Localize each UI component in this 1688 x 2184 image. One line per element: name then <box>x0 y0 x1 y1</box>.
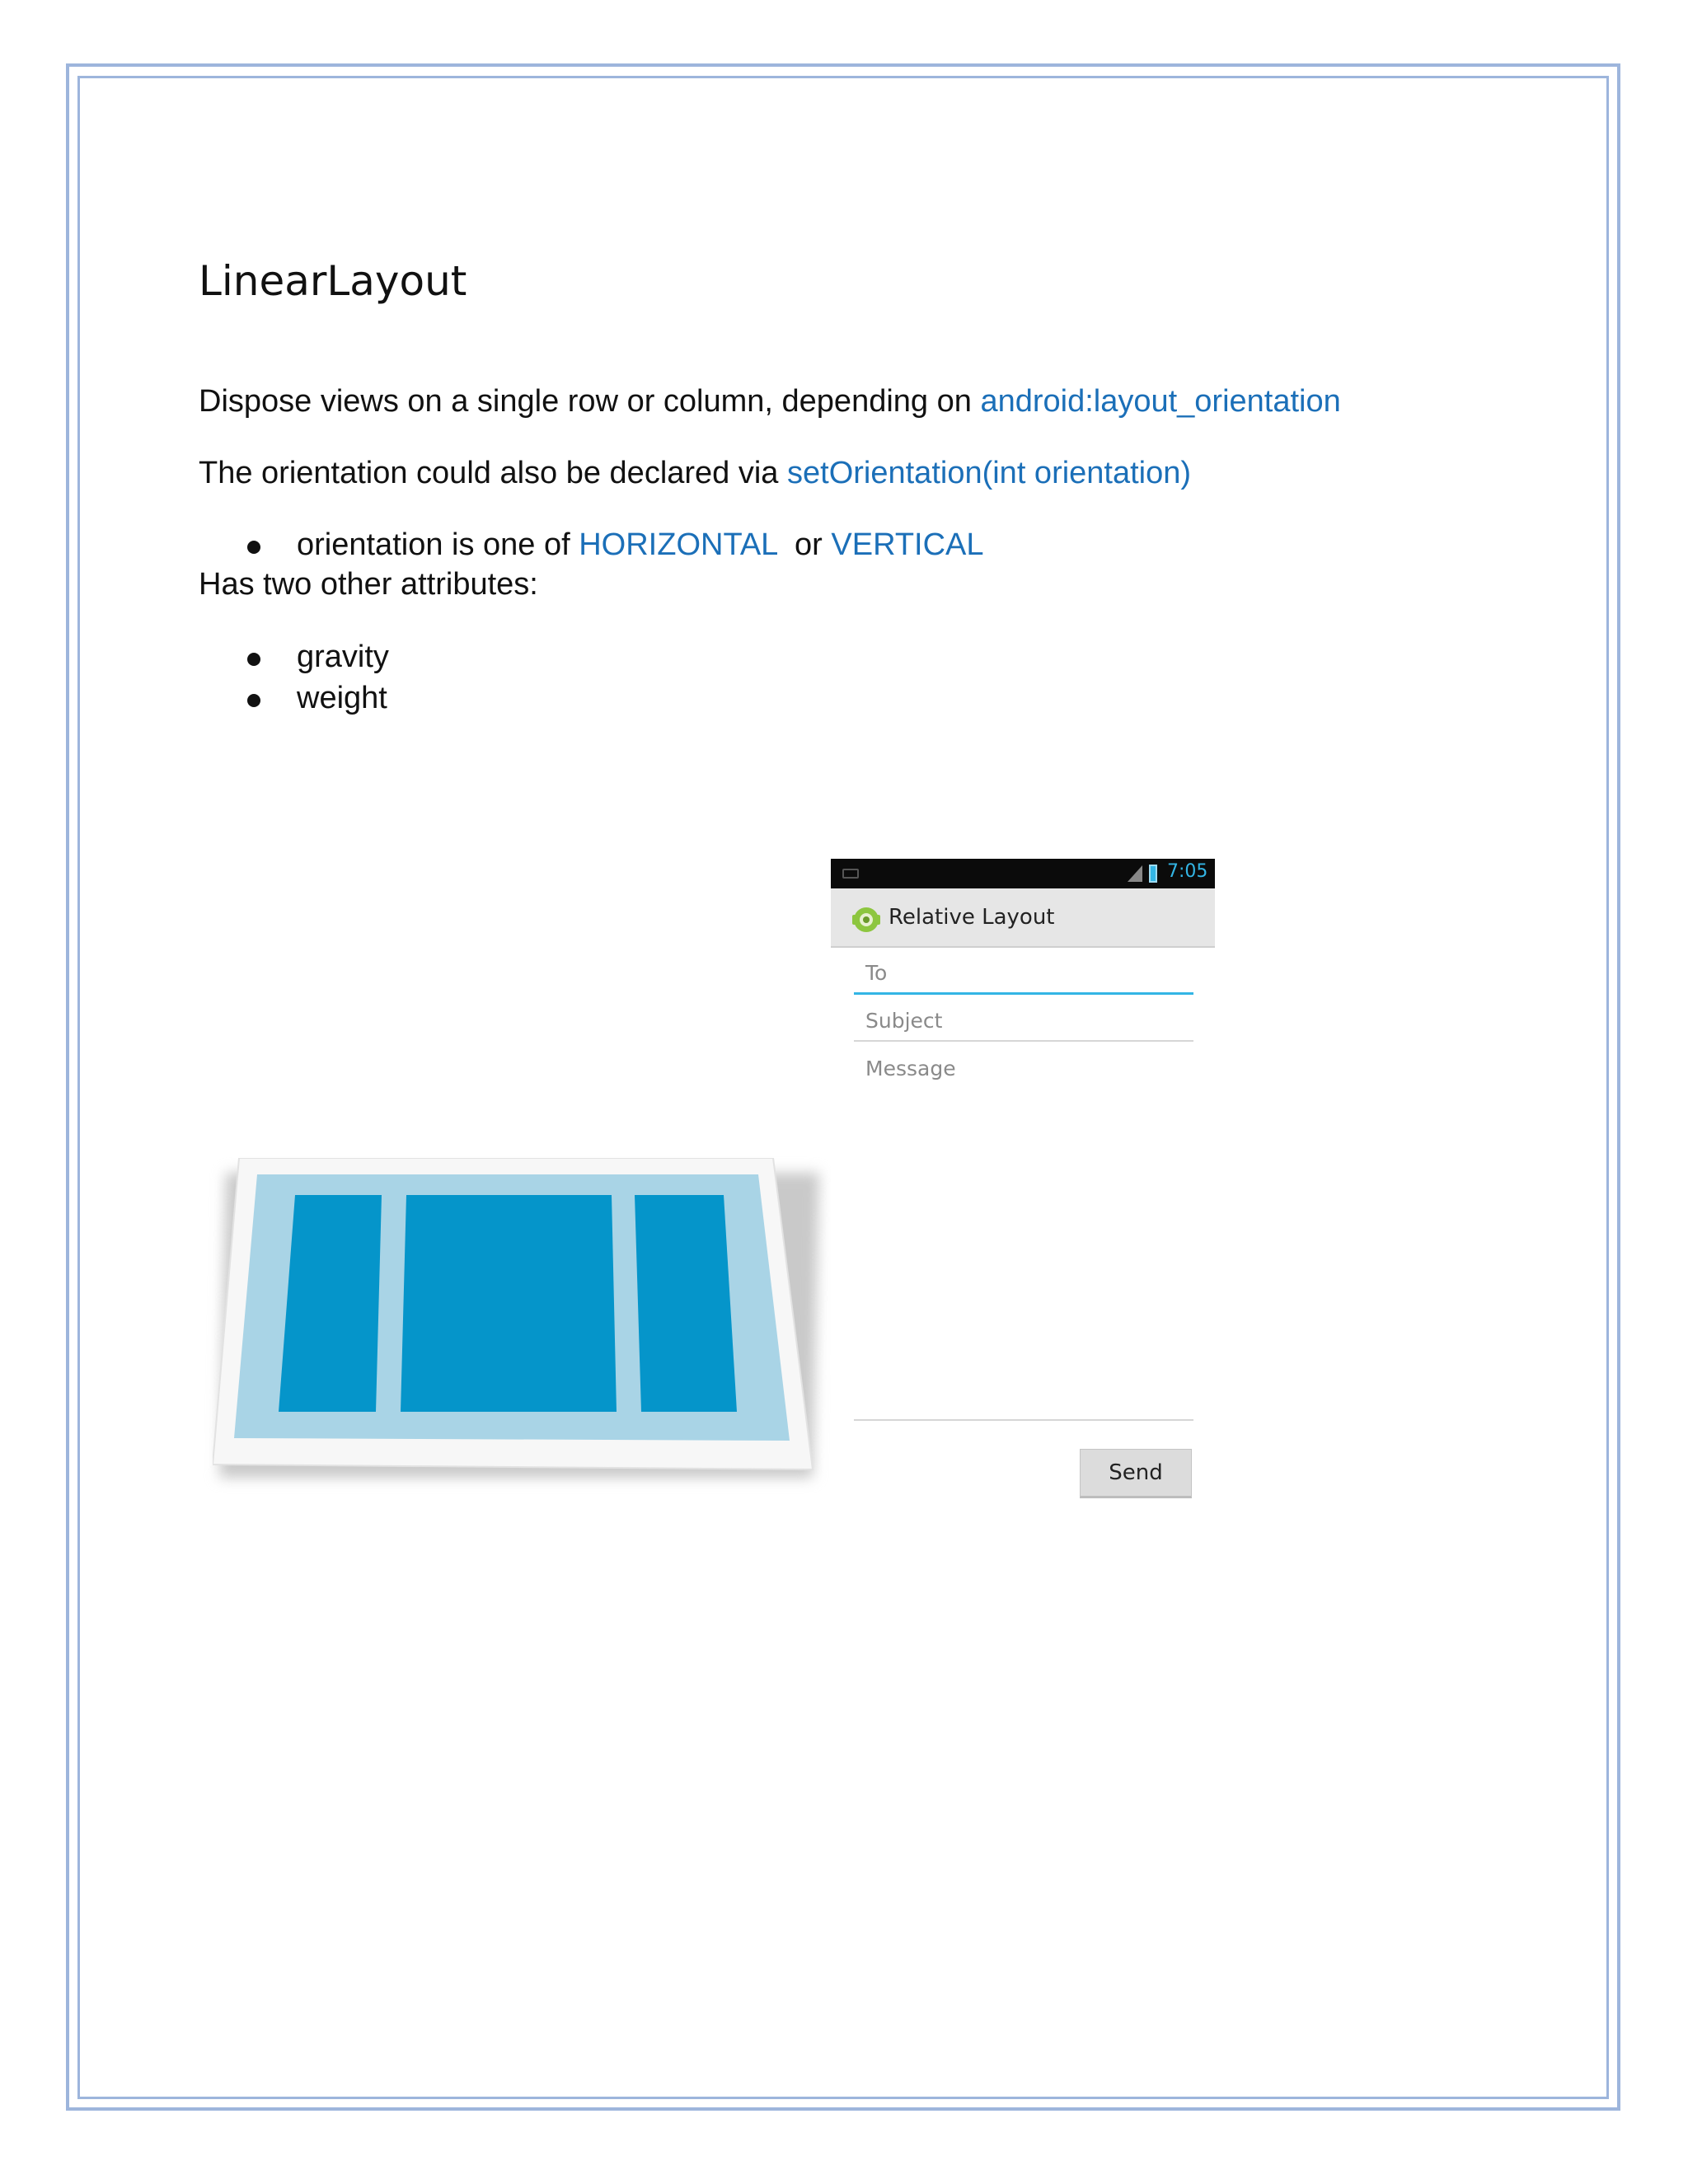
paragraph-set-orientation <box>199 456 1191 491</box>
signal-icon <box>1128 865 1142 882</box>
app-title: Relative Layout <box>889 905 1055 930</box>
bullet-text: orientation is one of <box>297 527 579 562</box>
bullet-orientation <box>297 527 984 563</box>
to-field[interactable] <box>854 956 1193 996</box>
layout-diagram <box>213 1158 823 1488</box>
field-underline <box>854 992 1193 995</box>
page-title: LinearLayout <box>199 257 467 305</box>
column-left <box>279 1195 382 1412</box>
field-underline <box>854 1040 1193 1042</box>
status-clock: 7:05 <box>1167 861 1208 882</box>
set-orientation-link[interactable]: setOrientation(int orientation) <box>787 456 1192 490</box>
attribute-gravity: gravity <box>297 640 389 674</box>
field-underline <box>854 1419 1193 1421</box>
linear-layout-illustration <box>213 1158 823 1488</box>
orientation-attribute-link[interactable]: android:layout_orientation <box>980 384 1341 419</box>
subject-placeholder: Subject <box>865 1009 943 1033</box>
phone-screenshot <box>831 859 1215 1510</box>
paragraph-text: Dispose views on a single row or column, depending on <box>199 384 981 419</box>
attribute-weight: weight <box>297 681 387 715</box>
column-middle <box>401 1195 617 1412</box>
android-app-icon <box>851 903 882 935</box>
bullet-separator: or <box>776 527 832 562</box>
column-right <box>635 1195 737 1412</box>
action-bar <box>831 888 1215 948</box>
vertical-link[interactable]: VERTICAL <box>831 527 984 562</box>
status-bar <box>831 859 1215 888</box>
message-field[interactable] <box>854 1052 1193 1431</box>
attributes-heading: Has two other attributes: <box>199 567 538 602</box>
battery-icon <box>1149 865 1157 883</box>
bullet-icon <box>247 541 260 554</box>
horizontal-link[interactable]: HORIZONTAL <box>579 527 777 562</box>
send-button[interactable]: Send <box>1080 1449 1192 1498</box>
paragraph-dispose-views <box>199 384 1341 419</box>
paragraph-text: The orientation could also be declared via <box>199 456 788 490</box>
message-placeholder: Message <box>865 1057 956 1080</box>
notification-icon <box>842 869 859 879</box>
subject-field[interactable] <box>854 1004 1193 1043</box>
to-placeholder: To <box>865 961 888 985</box>
bullet-icon <box>247 653 260 666</box>
bullet-icon <box>247 694 260 707</box>
